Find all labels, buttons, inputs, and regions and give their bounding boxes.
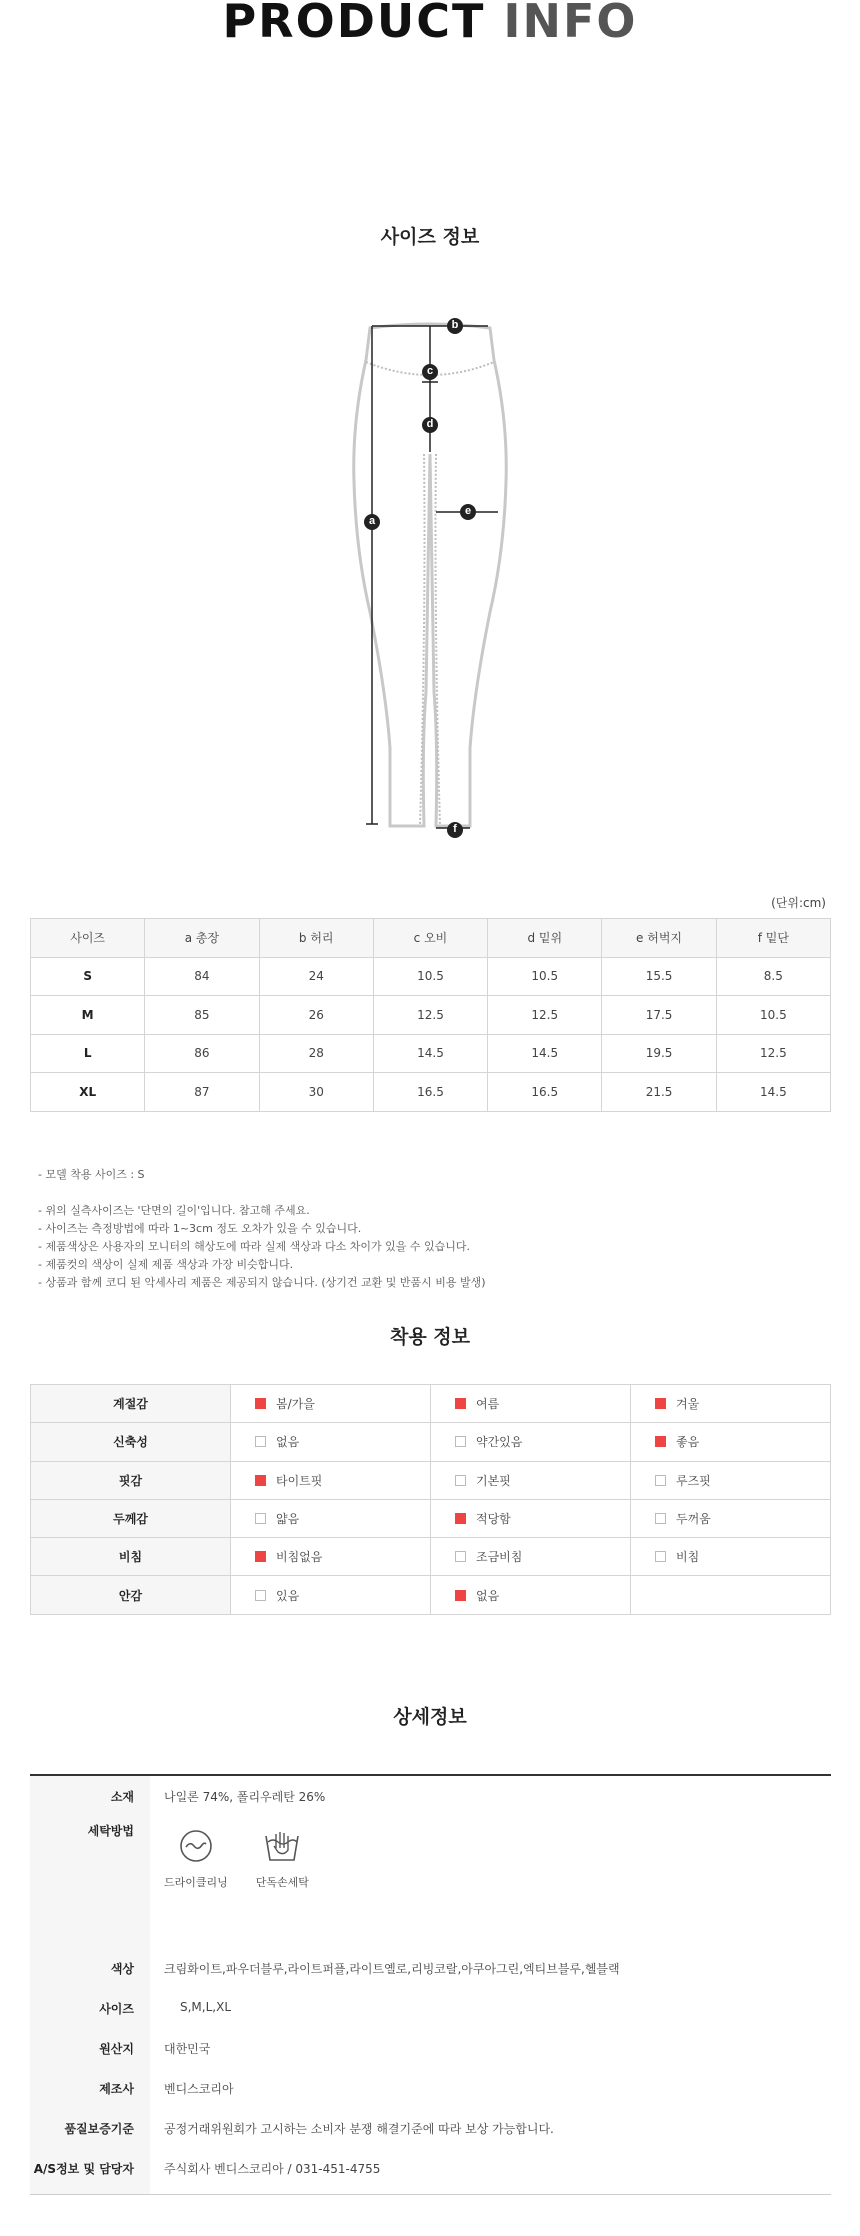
checkbox-unchecked bbox=[255, 1513, 266, 1524]
model-size-note: - 모델 착용 사이즈 : S bbox=[38, 1168, 145, 1181]
detail-value: 주식회사 벤디스코리아 / 031-451-4755 bbox=[164, 2162, 381, 2176]
detail-section-title: 상세정보 bbox=[393, 1706, 467, 1728]
checkbox-checked bbox=[255, 1551, 266, 1562]
note-line: - 사이즈는 측정방법에 따라 1~3cm 정도 오차가 있을 수 있습니다. bbox=[38, 1222, 362, 1235]
fit-option bbox=[231, 1499, 431, 1537]
size-col-header: c 오비 bbox=[373, 919, 487, 958]
fit-option bbox=[231, 1423, 431, 1461]
fit-option bbox=[431, 1423, 631, 1461]
title-part-info: INFO bbox=[503, 0, 638, 48]
fit-row bbox=[31, 1499, 831, 1537]
fit-option bbox=[631, 1538, 831, 1576]
fit-option-label: 얇음 bbox=[276, 1512, 300, 1527]
wash-item-label: 드라이클리닝 bbox=[164, 1876, 228, 1889]
fit-option bbox=[631, 1499, 831, 1537]
detail-label: 사이즈 bbox=[30, 1988, 150, 2028]
diagram-label-e: e bbox=[460, 504, 476, 520]
fit-option bbox=[631, 1385, 831, 1423]
dry-clean-icon bbox=[178, 1828, 214, 1864]
detail-row bbox=[30, 2028, 831, 2068]
size-cell: 26 bbox=[259, 996, 373, 1035]
size-col-header: a 총장 bbox=[145, 919, 259, 958]
fit-row-label: 안감 bbox=[31, 1576, 231, 1614]
fit-option-label: 루즈핏 bbox=[676, 1473, 711, 1488]
fit-option bbox=[231, 1576, 431, 1614]
detail-row bbox=[30, 1948, 831, 1988]
fit-option-label: 조금비침 bbox=[476, 1550, 523, 1565]
fit-option bbox=[231, 1385, 431, 1423]
size-cell: 15.5 bbox=[602, 957, 716, 996]
checkbox-unchecked bbox=[655, 1475, 666, 1486]
detail-value: 크림화이트,파우더블루,라이트퍼플,라이트옐로,리빙코랄,아쿠아그린,엑티브블루,헬블랙 bbox=[164, 1962, 620, 1976]
fit-option-label: 없음 bbox=[276, 1435, 300, 1450]
detail-value: 공정거래위원회가 고시하는 소비자 분쟁 해결기준에 따라 보상 가능합니다. bbox=[164, 2122, 554, 2136]
fit-row bbox=[31, 1385, 831, 1423]
fit-option-label: 적당함 bbox=[476, 1512, 511, 1527]
wash-item bbox=[256, 1828, 309, 1890]
fit-row-label: 비침 bbox=[31, 1538, 231, 1576]
checkbox-unchecked bbox=[455, 1475, 466, 1486]
checkbox-checked bbox=[655, 1398, 666, 1409]
note-line: - 제품색상은 사용자의 모니터의 해상도에 따라 실제 색상과 다소 차이가 있을 수 있습니다. bbox=[38, 1240, 470, 1253]
size-cell: M bbox=[31, 996, 145, 1035]
size-cell: 14.5 bbox=[373, 1034, 487, 1073]
detail-table bbox=[30, 1774, 831, 2195]
detail-row bbox=[30, 1776, 831, 1816]
diagram-label-d: d bbox=[422, 417, 438, 433]
checkbox-unchecked bbox=[655, 1513, 666, 1524]
leggings-diagram bbox=[338, 312, 522, 838]
size-table bbox=[30, 918, 831, 1112]
detail-value: 벤디스코리아 bbox=[164, 2082, 234, 2096]
size-cell: 85 bbox=[145, 996, 259, 1035]
detail-value: 나일론 74%, 폴리우레탄 26% bbox=[164, 1790, 326, 1804]
wash-icons bbox=[164, 1816, 831, 1890]
fit-option bbox=[631, 1461, 831, 1499]
size-cell: 16.5 bbox=[488, 1073, 602, 1112]
checkbox-checked bbox=[255, 1398, 266, 1409]
checkbox-checked bbox=[255, 1475, 266, 1486]
size-cell: S bbox=[31, 957, 145, 996]
fit-option bbox=[431, 1576, 631, 1614]
fit-option-empty bbox=[631, 1576, 831, 1614]
fit-option bbox=[631, 1423, 831, 1461]
fit-row bbox=[31, 1576, 831, 1614]
detail-label: A/S정보 및 담당자 bbox=[30, 2148, 150, 2194]
size-col-header: d 밑위 bbox=[488, 919, 602, 958]
fit-row bbox=[31, 1423, 831, 1461]
fit-table bbox=[30, 1384, 831, 1615]
fit-row bbox=[31, 1461, 831, 1499]
detail-row bbox=[30, 2148, 831, 2194]
fit-row-label: 계절감 bbox=[31, 1385, 231, 1423]
note-line: - 제품컷의 색상이 실제 제품 색상과 가장 비슷합니다. bbox=[38, 1258, 294, 1271]
size-col-header: b 허리 bbox=[259, 919, 373, 958]
fit-option-label: 좋음 bbox=[676, 1435, 700, 1450]
page-title bbox=[0, 0, 860, 48]
fit-option-label: 없음 bbox=[476, 1588, 500, 1603]
checkbox-unchecked bbox=[455, 1436, 466, 1447]
fit-option-label: 봄/가을 bbox=[276, 1397, 315, 1412]
size-cell: 86 bbox=[145, 1034, 259, 1073]
size-table-header bbox=[31, 919, 831, 958]
table-row bbox=[31, 957, 831, 996]
fit-option-label: 있음 bbox=[276, 1588, 300, 1603]
detail-value: S,M,L,XL bbox=[180, 2000, 232, 2014]
hand-wash-icon bbox=[262, 1828, 302, 1864]
size-cell: XL bbox=[31, 1073, 145, 1112]
fit-option-label: 기본핏 bbox=[476, 1473, 511, 1488]
fit-row-label: 신축성 bbox=[31, 1423, 231, 1461]
table-row bbox=[31, 1034, 831, 1073]
diagram-label-c: c bbox=[422, 364, 438, 380]
size-cell: 12.5 bbox=[488, 996, 602, 1035]
table-row bbox=[31, 996, 831, 1035]
size-col-header: f 밑단 bbox=[716, 919, 830, 958]
size-cell: 10.5 bbox=[488, 957, 602, 996]
detail-row bbox=[30, 2108, 831, 2148]
size-section-title: 사이즈 정보 bbox=[380, 226, 480, 248]
fit-option bbox=[431, 1461, 631, 1499]
size-notes bbox=[38, 1166, 486, 1292]
size-cell: 14.5 bbox=[488, 1034, 602, 1073]
checkbox-unchecked bbox=[255, 1436, 266, 1447]
detail-label: 원산지 bbox=[30, 2028, 150, 2068]
size-cell: 19.5 bbox=[602, 1034, 716, 1073]
fit-option-label: 여름 bbox=[476, 1397, 500, 1412]
size-cell: 17.5 bbox=[602, 996, 716, 1035]
fit-row-label: 핏감 bbox=[31, 1461, 231, 1499]
checkbox-checked bbox=[455, 1590, 466, 1601]
checkbox-checked bbox=[655, 1436, 666, 1447]
note-line: - 상품과 함께 코디 된 악세사리 제품은 제공되지 않습니다. (상기건 교환 및 반품시 비용 발생) bbox=[38, 1276, 486, 1289]
diagram-label-a: a bbox=[364, 514, 380, 530]
size-col-header: 사이즈 bbox=[31, 919, 145, 958]
checkbox-checked bbox=[455, 1513, 466, 1524]
fit-option-label: 겨울 bbox=[676, 1397, 700, 1412]
size-col-header: e 허벅지 bbox=[602, 919, 716, 958]
size-cell: 16.5 bbox=[373, 1073, 487, 1112]
size-cell: 14.5 bbox=[716, 1073, 830, 1112]
size-cell: L bbox=[31, 1034, 145, 1073]
fit-option bbox=[431, 1538, 631, 1576]
size-cell: 10.5 bbox=[373, 957, 487, 996]
title-part-product: PRODUCT bbox=[222, 0, 486, 48]
size-cell: 30 bbox=[259, 1073, 373, 1112]
detail-label: 세탁방법 bbox=[30, 1816, 150, 1948]
size-cell: 87 bbox=[145, 1073, 259, 1112]
fit-option-label: 타이트핏 bbox=[276, 1473, 323, 1488]
fit-option bbox=[231, 1461, 431, 1499]
size-cell: 21.5 bbox=[602, 1073, 716, 1112]
fit-option bbox=[431, 1385, 631, 1423]
detail-value bbox=[150, 1816, 831, 1948]
detail-label: 소재 bbox=[30, 1776, 150, 1816]
fit-option-label: 비침없음 bbox=[276, 1550, 323, 1565]
fit-row-label: 두께감 bbox=[31, 1499, 231, 1537]
wash-item-label: 단독손세탁 bbox=[255, 1876, 309, 1889]
checkbox-checked bbox=[455, 1398, 466, 1409]
checkbox-unchecked bbox=[655, 1551, 666, 1562]
leggings-outline bbox=[338, 312, 522, 838]
size-cell: 28 bbox=[259, 1034, 373, 1073]
fit-option-label: 약간있음 bbox=[476, 1435, 523, 1450]
size-cell: 12.5 bbox=[373, 996, 487, 1035]
size-cell: 10.5 bbox=[716, 996, 830, 1035]
detail-label: 품질보증기준 bbox=[30, 2108, 150, 2148]
fit-option-label: 비침 bbox=[676, 1550, 700, 1565]
note-line: - 위의 실측사이즈는 '단면의 길이'입니다. 참고해 주세요. bbox=[38, 1204, 310, 1217]
fit-row bbox=[31, 1538, 831, 1576]
detail-label: 색상 bbox=[30, 1948, 150, 1988]
table-row bbox=[31, 1073, 831, 1112]
unit-label: (단위:cm) bbox=[771, 896, 826, 910]
detail-row bbox=[30, 2068, 831, 2108]
detail-row bbox=[30, 1988, 831, 2028]
checkbox-unchecked bbox=[455, 1551, 466, 1562]
checkbox-unchecked bbox=[255, 1590, 266, 1601]
fit-option-label: 두꺼움 bbox=[676, 1512, 711, 1527]
diagram-label-b: b bbox=[447, 318, 463, 334]
fit-option bbox=[231, 1538, 431, 1576]
detail-label: 제조사 bbox=[30, 2068, 150, 2108]
wash-item bbox=[164, 1828, 228, 1890]
size-cell: 8.5 bbox=[716, 957, 830, 996]
detail-row bbox=[30, 1816, 831, 1948]
size-cell: 12.5 bbox=[716, 1034, 830, 1073]
size-cell: 84 bbox=[145, 957, 259, 996]
fit-section-title: 착용 정보 bbox=[389, 1326, 471, 1348]
detail-value: 대한민국 bbox=[164, 2042, 211, 2056]
size-cell: 24 bbox=[259, 957, 373, 996]
diagram-label-f: f bbox=[447, 822, 463, 838]
fit-option bbox=[431, 1499, 631, 1537]
